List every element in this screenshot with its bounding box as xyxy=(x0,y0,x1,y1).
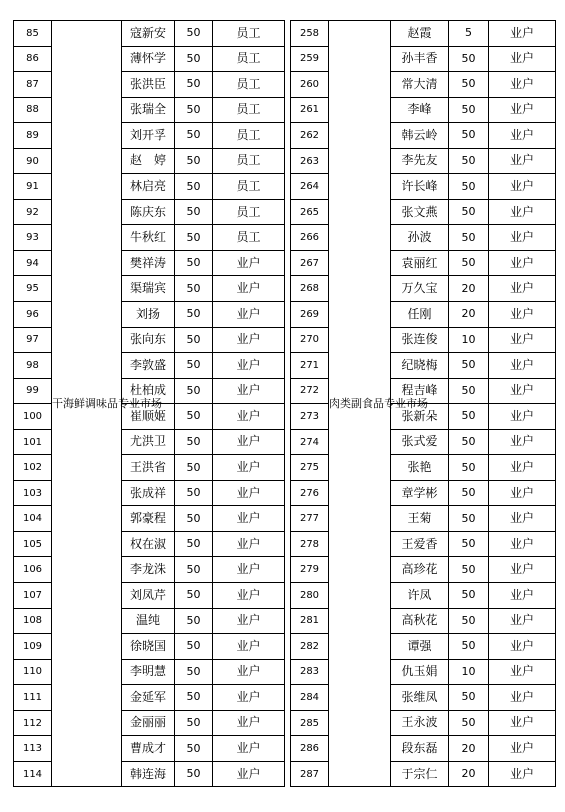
person-name-cell: 陈庆东 xyxy=(122,199,175,225)
category-cell: 业户 xyxy=(489,174,556,200)
row-number-cell: 272 xyxy=(291,378,329,404)
row-number-cell: 113 xyxy=(14,736,52,762)
quantity-cell: 50 xyxy=(175,634,213,660)
person-name-cell: 林启亮 xyxy=(122,174,175,200)
quantity-cell: 50 xyxy=(449,685,489,711)
category-cell: 业户 xyxy=(213,276,285,302)
row-number-cell: 97 xyxy=(14,327,52,353)
category-cell: 业户 xyxy=(489,250,556,276)
category-cell: 员工 xyxy=(213,199,285,225)
quantity-cell: 50 xyxy=(175,480,213,506)
person-name-cell: 张连俊 xyxy=(391,327,449,353)
quantity-cell: 50 xyxy=(175,327,213,353)
quantity-cell: 50 xyxy=(175,378,213,404)
row-number-cell: 260 xyxy=(291,72,329,98)
person-name-cell: 孙丰香 xyxy=(391,46,449,72)
quantity-cell: 50 xyxy=(175,199,213,225)
category-cell: 业户 xyxy=(489,148,556,174)
quantity-cell: 50 xyxy=(175,710,213,736)
person-name-cell: 崔顺姬 xyxy=(122,404,175,430)
row-number-cell: 258 xyxy=(291,21,329,47)
person-name-cell: 赵霞 xyxy=(391,21,449,47)
category-cell: 业户 xyxy=(489,225,556,251)
person-name-cell: 张新朵 xyxy=(391,404,449,430)
category-cell: 业户 xyxy=(489,378,556,404)
person-name-cell: 王永波 xyxy=(391,710,449,736)
quantity-cell: 50 xyxy=(175,250,213,276)
row-number-cell: 88 xyxy=(14,97,52,123)
category-cell: 业户 xyxy=(489,353,556,379)
quantity-cell: 50 xyxy=(449,199,489,225)
person-name-cell: 尤洪卫 xyxy=(122,429,175,455)
row-number-cell: 87 xyxy=(14,72,52,98)
person-name-cell: 常大清 xyxy=(391,72,449,98)
person-name-cell: 金丽丽 xyxy=(122,710,175,736)
row-number-cell: 86 xyxy=(14,46,52,72)
quantity-cell: 50 xyxy=(175,353,213,379)
category-cell: 业户 xyxy=(213,480,285,506)
category-cell: 业户 xyxy=(213,710,285,736)
person-name-cell: 袁丽红 xyxy=(391,250,449,276)
quantity-cell: 50 xyxy=(175,148,213,174)
person-name-cell: 金延军 xyxy=(122,685,175,711)
person-name-cell: 许凤 xyxy=(391,583,449,609)
category-cell: 业户 xyxy=(489,659,556,685)
person-name-cell: 郭豪程 xyxy=(122,506,175,532)
person-name-cell: 程吉峰 xyxy=(391,378,449,404)
person-name-cell: 李明慧 xyxy=(122,659,175,685)
quantity-cell: 50 xyxy=(175,46,213,72)
row-number-cell: 281 xyxy=(291,608,329,634)
category-cell: 业户 xyxy=(489,97,556,123)
row-number-cell: 99 xyxy=(14,378,52,404)
row-number-cell: 268 xyxy=(291,276,329,302)
row-number-cell: 100 xyxy=(14,404,52,430)
category-cell: 业户 xyxy=(213,583,285,609)
person-name-cell: 曹成才 xyxy=(122,736,175,762)
row-number-cell: 109 xyxy=(14,634,52,660)
person-name-cell: 徐晓国 xyxy=(122,634,175,660)
row-number-cell: 85 xyxy=(14,21,52,47)
category-cell: 业户 xyxy=(213,736,285,762)
person-name-cell: 高秋花 xyxy=(391,608,449,634)
category-cell: 业户 xyxy=(213,685,285,711)
row-number-cell: 90 xyxy=(14,148,52,174)
category-cell: 业户 xyxy=(213,557,285,583)
category-cell: 业户 xyxy=(489,761,556,787)
quantity-cell: 50 xyxy=(449,429,489,455)
person-name-cell: 刘开孚 xyxy=(122,123,175,149)
quantity-cell: 50 xyxy=(449,72,489,98)
category-cell: 员工 xyxy=(213,174,285,200)
category-cell: 业户 xyxy=(213,761,285,787)
category-cell: 业户 xyxy=(213,455,285,481)
person-name-cell: 谭强 xyxy=(391,634,449,660)
left-roster-table xyxy=(13,20,285,787)
person-name-cell: 章学彬 xyxy=(391,480,449,506)
quantity-cell: 50 xyxy=(449,583,489,609)
person-name-cell: 张成祥 xyxy=(122,480,175,506)
category-cell: 业户 xyxy=(489,557,556,583)
category-cell: 业户 xyxy=(213,250,285,276)
category-cell: 业户 xyxy=(489,404,556,430)
quantity-cell: 20 xyxy=(449,276,489,302)
row-number-cell: 96 xyxy=(14,302,52,328)
person-name-cell: 段东磊 xyxy=(391,736,449,762)
person-name-cell: 刘扬 xyxy=(122,302,175,328)
quantity-cell: 50 xyxy=(175,302,213,328)
row-number-cell: 110 xyxy=(14,659,52,685)
quantity-cell: 50 xyxy=(449,506,489,532)
person-name-cell: 于宗仁 xyxy=(391,761,449,787)
person-name-cell: 万久宝 xyxy=(391,276,449,302)
category-cell: 业户 xyxy=(489,455,556,481)
row-number-cell: 266 xyxy=(291,225,329,251)
category-cell: 业户 xyxy=(213,327,285,353)
quantity-cell: 20 xyxy=(449,761,489,787)
row-number-cell: 262 xyxy=(291,123,329,149)
quantity-cell: 50 xyxy=(175,276,213,302)
row-number-cell: 274 xyxy=(291,429,329,455)
quantity-cell: 50 xyxy=(175,72,213,98)
person-name-cell: 韩连海 xyxy=(122,761,175,787)
category-cell: 业户 xyxy=(489,72,556,98)
quantity-cell: 50 xyxy=(449,378,489,404)
category-cell: 业户 xyxy=(489,480,556,506)
quantity-cell: 50 xyxy=(175,761,213,787)
category-cell: 业户 xyxy=(489,736,556,762)
quantity-cell: 50 xyxy=(175,225,213,251)
market-name-cell: 肉类副食品专业市场 xyxy=(329,21,391,787)
quantity-cell: 50 xyxy=(175,429,213,455)
row-number-cell: 91 xyxy=(14,174,52,200)
row-number-cell: 95 xyxy=(14,276,52,302)
quantity-cell: 50 xyxy=(175,608,213,634)
category-cell: 员工 xyxy=(213,123,285,149)
quantity-cell: 50 xyxy=(449,404,489,430)
person-name-cell: 纪晓梅 xyxy=(391,353,449,379)
person-name-cell: 温纯 xyxy=(122,608,175,634)
person-name-cell: 寇新安 xyxy=(122,21,175,47)
quantity-cell: 50 xyxy=(175,557,213,583)
person-name-cell: 渠瑞宾 xyxy=(122,276,175,302)
person-name-cell: 薄怀学 xyxy=(122,46,175,72)
category-cell: 业户 xyxy=(489,634,556,660)
person-name-cell: 张向东 xyxy=(122,327,175,353)
category-cell: 员工 xyxy=(213,148,285,174)
category-cell: 业户 xyxy=(213,404,285,430)
category-cell: 业户 xyxy=(213,429,285,455)
row-number-cell: 111 xyxy=(14,685,52,711)
person-name-cell: 李先友 xyxy=(391,148,449,174)
category-cell: 业户 xyxy=(213,353,285,379)
quantity-cell: 50 xyxy=(175,97,213,123)
row-number-cell: 101 xyxy=(14,429,52,455)
category-cell: 业户 xyxy=(489,710,556,736)
row-number-cell: 108 xyxy=(14,608,52,634)
quantity-cell: 50 xyxy=(449,250,489,276)
person-name-cell: 高珍花 xyxy=(391,557,449,583)
person-name-cell: 张洪臣 xyxy=(122,72,175,98)
category-cell: 业户 xyxy=(213,378,285,404)
person-name-cell: 樊祥涛 xyxy=(122,250,175,276)
quantity-cell: 50 xyxy=(449,123,489,149)
person-name-cell: 仇玉娟 xyxy=(391,659,449,685)
row-number-cell: 89 xyxy=(14,123,52,149)
category-cell: 业户 xyxy=(489,327,556,353)
category-cell: 业户 xyxy=(213,659,285,685)
quantity-cell: 50 xyxy=(449,455,489,481)
row-number-cell: 261 xyxy=(291,97,329,123)
row-number-cell: 276 xyxy=(291,480,329,506)
person-name-cell: 李峰 xyxy=(391,97,449,123)
quantity-cell: 10 xyxy=(449,327,489,353)
category-cell: 业户 xyxy=(489,608,556,634)
row-number-cell: 259 xyxy=(291,46,329,72)
category-cell: 业户 xyxy=(489,302,556,328)
row-number-cell: 286 xyxy=(291,736,329,762)
row-number-cell: 265 xyxy=(291,199,329,225)
category-cell: 业户 xyxy=(489,123,556,149)
person-name-cell: 孙波 xyxy=(391,225,449,251)
person-name-cell: 许长峰 xyxy=(391,174,449,200)
quantity-cell: 50 xyxy=(175,455,213,481)
quantity-cell: 5 xyxy=(449,21,489,47)
person-name-cell: 张文燕 xyxy=(391,199,449,225)
quantity-cell: 50 xyxy=(175,583,213,609)
category-cell: 员工 xyxy=(213,97,285,123)
quantity-cell: 50 xyxy=(175,123,213,149)
row-number-cell: 283 xyxy=(291,659,329,685)
row-number-cell: 106 xyxy=(14,557,52,583)
row-number-cell: 279 xyxy=(291,557,329,583)
quantity-cell: 20 xyxy=(449,302,489,328)
row-number-cell: 271 xyxy=(291,353,329,379)
person-name-cell: 牛秋红 xyxy=(122,225,175,251)
row-number-cell: 277 xyxy=(291,506,329,532)
person-name-cell: 李敦盛 xyxy=(122,353,175,379)
quantity-cell: 50 xyxy=(175,21,213,47)
person-name-cell: 张瑞全 xyxy=(122,97,175,123)
row-number-cell: 284 xyxy=(291,685,329,711)
category-cell: 业户 xyxy=(213,608,285,634)
table-row xyxy=(14,21,285,47)
category-cell: 业户 xyxy=(213,634,285,660)
row-number-cell: 107 xyxy=(14,583,52,609)
category-cell: 业户 xyxy=(489,531,556,557)
quantity-cell: 50 xyxy=(449,531,489,557)
row-number-cell: 285 xyxy=(291,710,329,736)
person-name-cell: 张艳 xyxy=(391,455,449,481)
quantity-cell: 50 xyxy=(449,148,489,174)
row-number-cell: 282 xyxy=(291,634,329,660)
quantity-cell: 50 xyxy=(449,97,489,123)
person-name-cell: 张式爱 xyxy=(391,429,449,455)
person-name-cell: 权在淑 xyxy=(122,531,175,557)
category-cell: 业户 xyxy=(489,506,556,532)
row-number-cell: 263 xyxy=(291,148,329,174)
category-cell: 业户 xyxy=(489,685,556,711)
quantity-cell: 50 xyxy=(175,174,213,200)
row-number-cell: 275 xyxy=(291,455,329,481)
quantity-cell: 50 xyxy=(449,46,489,72)
quantity-cell: 50 xyxy=(175,685,213,711)
person-name-cell: 刘凤芹 xyxy=(122,583,175,609)
row-number-cell: 267 xyxy=(291,250,329,276)
person-name-cell: 张维凤 xyxy=(391,685,449,711)
quantity-cell: 50 xyxy=(175,404,213,430)
category-cell: 业户 xyxy=(489,276,556,302)
quantity-cell: 50 xyxy=(175,506,213,532)
quantity-cell: 50 xyxy=(449,608,489,634)
row-number-cell: 114 xyxy=(14,761,52,787)
row-number-cell: 105 xyxy=(14,531,52,557)
person-name-cell: 王爱香 xyxy=(391,531,449,557)
person-name-cell: 杜柏成 xyxy=(122,378,175,404)
quantity-cell: 50 xyxy=(175,659,213,685)
row-number-cell: 92 xyxy=(14,199,52,225)
quantity-cell: 50 xyxy=(449,225,489,251)
category-cell: 员工 xyxy=(213,21,285,47)
quantity-cell: 10 xyxy=(449,659,489,685)
row-number-cell: 104 xyxy=(14,506,52,532)
category-cell: 业户 xyxy=(213,506,285,532)
category-cell: 业户 xyxy=(489,429,556,455)
person-name-cell: 王洪省 xyxy=(122,455,175,481)
quantity-cell: 50 xyxy=(449,480,489,506)
row-number-cell: 98 xyxy=(14,353,52,379)
row-number-cell: 280 xyxy=(291,583,329,609)
quantity-cell: 50 xyxy=(449,557,489,583)
category-cell: 员工 xyxy=(213,72,285,98)
right-roster-table xyxy=(290,20,556,787)
category-cell: 业户 xyxy=(489,199,556,225)
row-number-cell: 287 xyxy=(291,761,329,787)
category-cell: 员工 xyxy=(213,46,285,72)
category-cell: 业户 xyxy=(213,302,285,328)
category-cell: 业户 xyxy=(489,21,556,47)
row-number-cell: 102 xyxy=(14,455,52,481)
market-name-cell: 干海鲜调味品专业市场 xyxy=(52,21,122,787)
person-name-cell: 任刚 xyxy=(391,302,449,328)
row-number-cell: 103 xyxy=(14,480,52,506)
quantity-cell: 20 xyxy=(449,736,489,762)
row-number-cell: 278 xyxy=(291,531,329,557)
row-number-cell: 94 xyxy=(14,250,52,276)
person-name-cell: 韩云岭 xyxy=(391,123,449,149)
category-cell: 员工 xyxy=(213,225,285,251)
person-name-cell: 赵 婷 xyxy=(122,148,175,174)
quantity-cell: 50 xyxy=(449,710,489,736)
person-name-cell: 王菊 xyxy=(391,506,449,532)
row-number-cell: 93 xyxy=(14,225,52,251)
row-number-cell: 269 xyxy=(291,302,329,328)
quantity-cell: 50 xyxy=(449,634,489,660)
row-number-cell: 112 xyxy=(14,710,52,736)
person-name-cell: 李龙洙 xyxy=(122,557,175,583)
row-number-cell: 264 xyxy=(291,174,329,200)
quantity-cell: 50 xyxy=(449,174,489,200)
row-number-cell: 273 xyxy=(291,404,329,430)
category-cell: 业户 xyxy=(489,583,556,609)
table-row xyxy=(291,21,556,47)
category-cell: 业户 xyxy=(213,531,285,557)
quantity-cell: 50 xyxy=(175,736,213,762)
category-cell: 业户 xyxy=(489,46,556,72)
quantity-cell: 50 xyxy=(175,531,213,557)
quantity-cell: 50 xyxy=(449,353,489,379)
row-number-cell: 270 xyxy=(291,327,329,353)
